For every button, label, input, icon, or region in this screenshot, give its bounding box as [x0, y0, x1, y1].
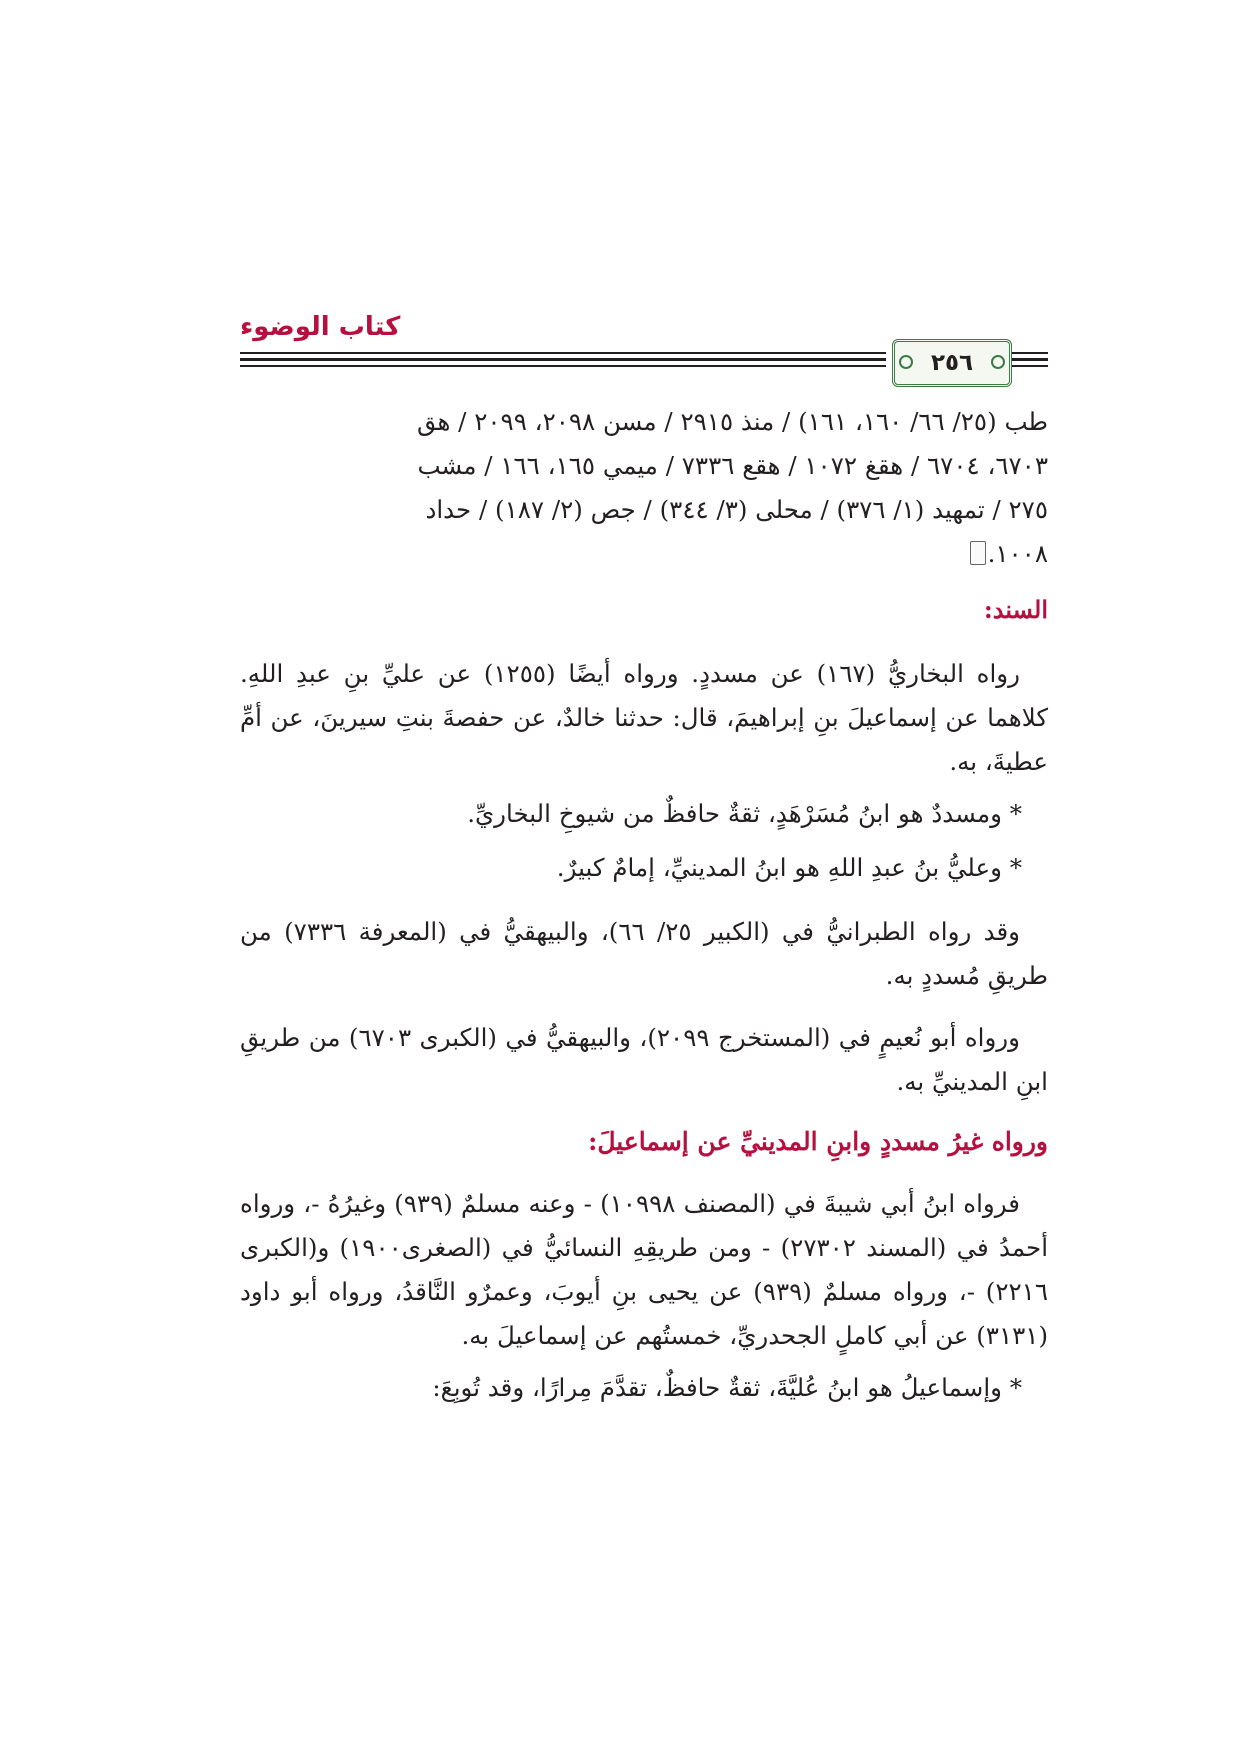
book-title: كتاب الوضوء [240, 312, 401, 342]
ornament-icon [991, 355, 1005, 369]
bullet-note: * وعليُّ بنُ عبدِ اللهِ هو ابنُ المدينيِّ، إمامٌ كبيرٌ. [556, 853, 1022, 882]
header-rule [240, 365, 886, 367]
paragraph: ورواه أبو نُعيمٍ في (المستخرج ٢٠٩٩)، والبيهقيُّ في (الكبرى ٦٧٠٣) من طريقِ ابنِ المدينيِّ به. [240, 1023, 1048, 1096]
paragraph: رواه البخاريُّ (١٦٧) عن مسددٍ. ورواه أيضًا (١٢٥٥) عن عليِّ بنِ عبدِ اللهِ. كلاهما عن إسماعيلَ بنِ إبراهيمَ، قال: حدثنا خالدٌ، عن حفصةَ بنتِ سيرينَ، عن أمِّ عطيةَ، به. [240, 659, 1048, 776]
header-rule [240, 358, 886, 361]
refs-line-last [240, 532, 1048, 576]
page-body [240, 400, 1048, 1418]
header-rule [1012, 365, 1048, 367]
refs-line: ٦٧٠٣، ٦٧٠٤ / هقغ ١٠٧٢ / هقع ٧٣٣٦ / ميمي ١٦٥، ١٦٦ / مشب [417, 451, 1048, 480]
sanad-heading: السند: [983, 595, 1048, 624]
refs-line: ٢٧٥ / تمهيد (١/ ٣٧٦) / محلى (٣/ ٣٤٤) / جص (٢/ ١٨٧) / حداد [425, 495, 1048, 524]
paragraph: وقد رواه الطبرانيُّ في (الكبير ٢٥/ ٦٦)، والبيهقيُّ في (المعرفة ٧٣٣٦) من طريقِ مُسددٍ به. [240, 917, 1048, 990]
page-header [240, 312, 1048, 392]
refs-line: طب (٢٥/ ٦٦/ ١٦٠، ١٦١) / منذ ٢٩١٥ / مسن ٢٠٩٨، ٢٠٩٩ / هق [417, 407, 1048, 436]
paragraph: فرواه ابنُ أبي شيبةَ في (المصنف ١٠٩٩٨) - وعنه مسلمٌ (٩٣٩) وغيرُهُ -، ورواه أحمدُ في (المسند ٢٧٣٠٢) - ومن طريقِهِ النسائيُّ في (الصغرى١٩٠٠) و(الكبرى ٢٢١٦) -، ورواه مسلمٌ (٩٣٩) عن يحيى بنِ أيوبَ، وعمرٌو النَّاقدُ، ورواه أبو داود (٣١٣١) عن أبي كاملٍ الجحدريِّ، خمستُهم عن إسماعيلَ به. [240, 1189, 1049, 1350]
ornament-icon [899, 355, 913, 369]
refs-line: ١٠٠٨. [987, 539, 1048, 568]
section-heading: ورواه غيرُ مسددٍ وابنِ المدينيِّ عن إسماعيلَ: [588, 1127, 1048, 1156]
page-number-badge [892, 339, 1012, 387]
header-rule [1012, 352, 1048, 354]
bullet-note: * ومسددٌ هو ابنُ مُسَرْهَدٍ، ثقةٌ حافظٌ من شيوخِ البخاريِّ. [467, 799, 1022, 828]
header-rule [240, 352, 886, 354]
page-number: ٢٥٦ [930, 350, 974, 376]
header-rule [1012, 358, 1048, 361]
bullet-note: * وإسماعيلُ هو ابنُ عُليَّةَ، ثقةٌ حافظٌ، تقدَّمَ مِرارًا، وقد تُوبِعَ: [432, 1373, 1022, 1402]
footnote-marker-icon [970, 541, 986, 565]
